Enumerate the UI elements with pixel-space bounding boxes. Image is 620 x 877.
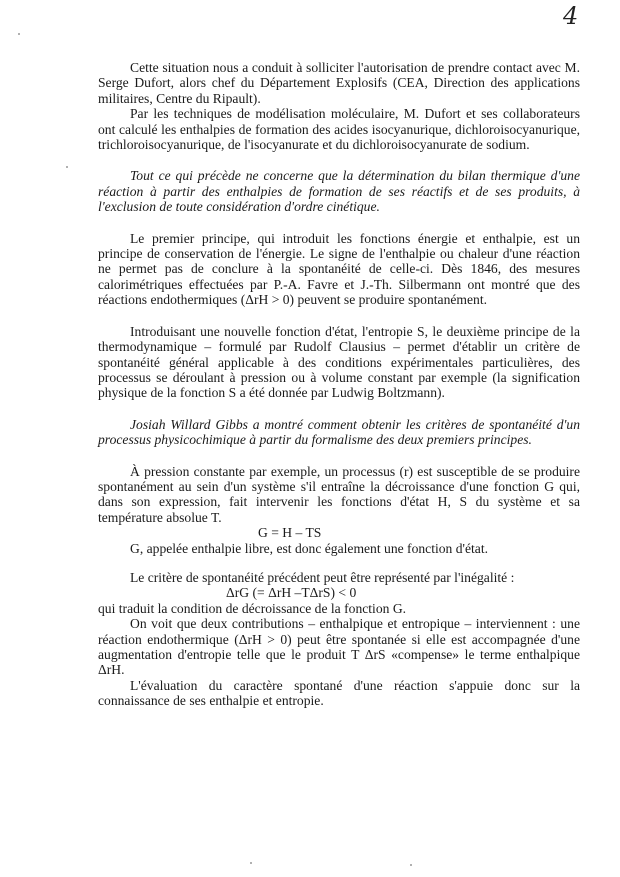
paragraph-premier-principe: Le premier principe, qui introduit les fonctions énergie et enthalpie, est un principe de conservation de l'énergie. Le signe de l'enthalpie ou chaleur d'une réaction ne permet pas de conclure à la spontanéité de celle-ci. Dès 1846, des mesures calorimétriques effectuées par P.-A. Favre et J.-Th. Silbermann ont montré que des réactions endothermiques (ΔrH > 0) peuvent se produire spontanément.: [98, 230, 580, 308]
paragraph-pression-constante: À pression constante par exemple, un processus (r) est susceptible de se produire spontanément au sein d'un système s'il entraîne la décroissance d'une fonction G qui, dans son expression, fait intervenir les fonctions d'état H, S du système et sa température absolue T.: [98, 463, 580, 525]
document-body: [98, 60, 580, 709]
page-number: 4: [563, 2, 579, 30]
paragraph-critere: Le critère de spontanéité précédent peut être représenté par l'inégalité :: [130, 569, 515, 585]
paragraph-enthalpie-libre: G, appelée enthalpie libre, est donc également une fonction d'état.: [130, 540, 489, 556]
scan-speck: [410, 864, 412, 866]
paragraph-bilan-thermique: Tout ce qui précède ne concerne que la détermination du bilan thermique d'une réaction à partir des enthalpies de formation de ses réactifs et de ses produits, à l'exclusion de toute considération d'ordre cinétique.: [98, 168, 580, 215]
equation-g: G = H – TS: [258, 525, 322, 541]
scan-speck: [66, 166, 68, 168]
scan-speck: [250, 862, 252, 864]
paragraph-decroissance: qui traduit la condition de décroissance de la fonction G.: [98, 600, 407, 616]
paragraph-conclusion: L'évaluation du caractère spontané d'une réaction s'appuie donc sur la connaissance de ses enthalpie et entropie.: [98, 677, 580, 709]
paragraph-modelisation: Par les techniques de modélisation moléculaire, M. Dufort et ses collaborateurs ont calculé les enthalpies de formation des acides isocyanurique, dichloroisocyanurique, trichloroisocyanurique, de l'isocyanurate et du dichloroisocyanurate de sodium.: [98, 106, 580, 153]
scan-speck: [18, 33, 20, 35]
paragraph-contributions: On voit que deux contributions – enthalpique et entropique – interviennent : une réaction endothermique (ΔrH > 0) peut être spontanée si elle est accompagnée d'une augmentation d'entropie telle que le produit T ΔrS «compense» le terme enthalpique ΔrH.: [98, 616, 580, 678]
paragraph-contact: Cette situation nous a conduit à solliciter l'autorisation de prendre contact avec M. Serge Dufort, alors chef du Département Explosifs (CEA, Direction des applications militaires, Centre du Ripault).: [98, 60, 580, 106]
equation-critere: ΔrG (= ΔrH –TΔrS) < 0: [226, 585, 357, 601]
paragraph-deuxieme-principe: Introduisant une nouvelle fonction d'état, l'entropie S, le deuxième principe de la thermodynamique – formulé par Rudolf Clausius – permet d'établir un critère de spontanéité général applicable à des conditions expérimentales particulières, des processus se déroulant à pression ou à volume constant par exemple (la signification physique de la fonction S a été donnée par Ludwig Boltzmann).: [98, 323, 580, 401]
paragraph-gibbs: Josiah Willard Gibbs a montré comment obtenir les critères de spontanéité d'un processus physicochimique à partir du formalisme des deux premiers principes.: [98, 416, 580, 448]
